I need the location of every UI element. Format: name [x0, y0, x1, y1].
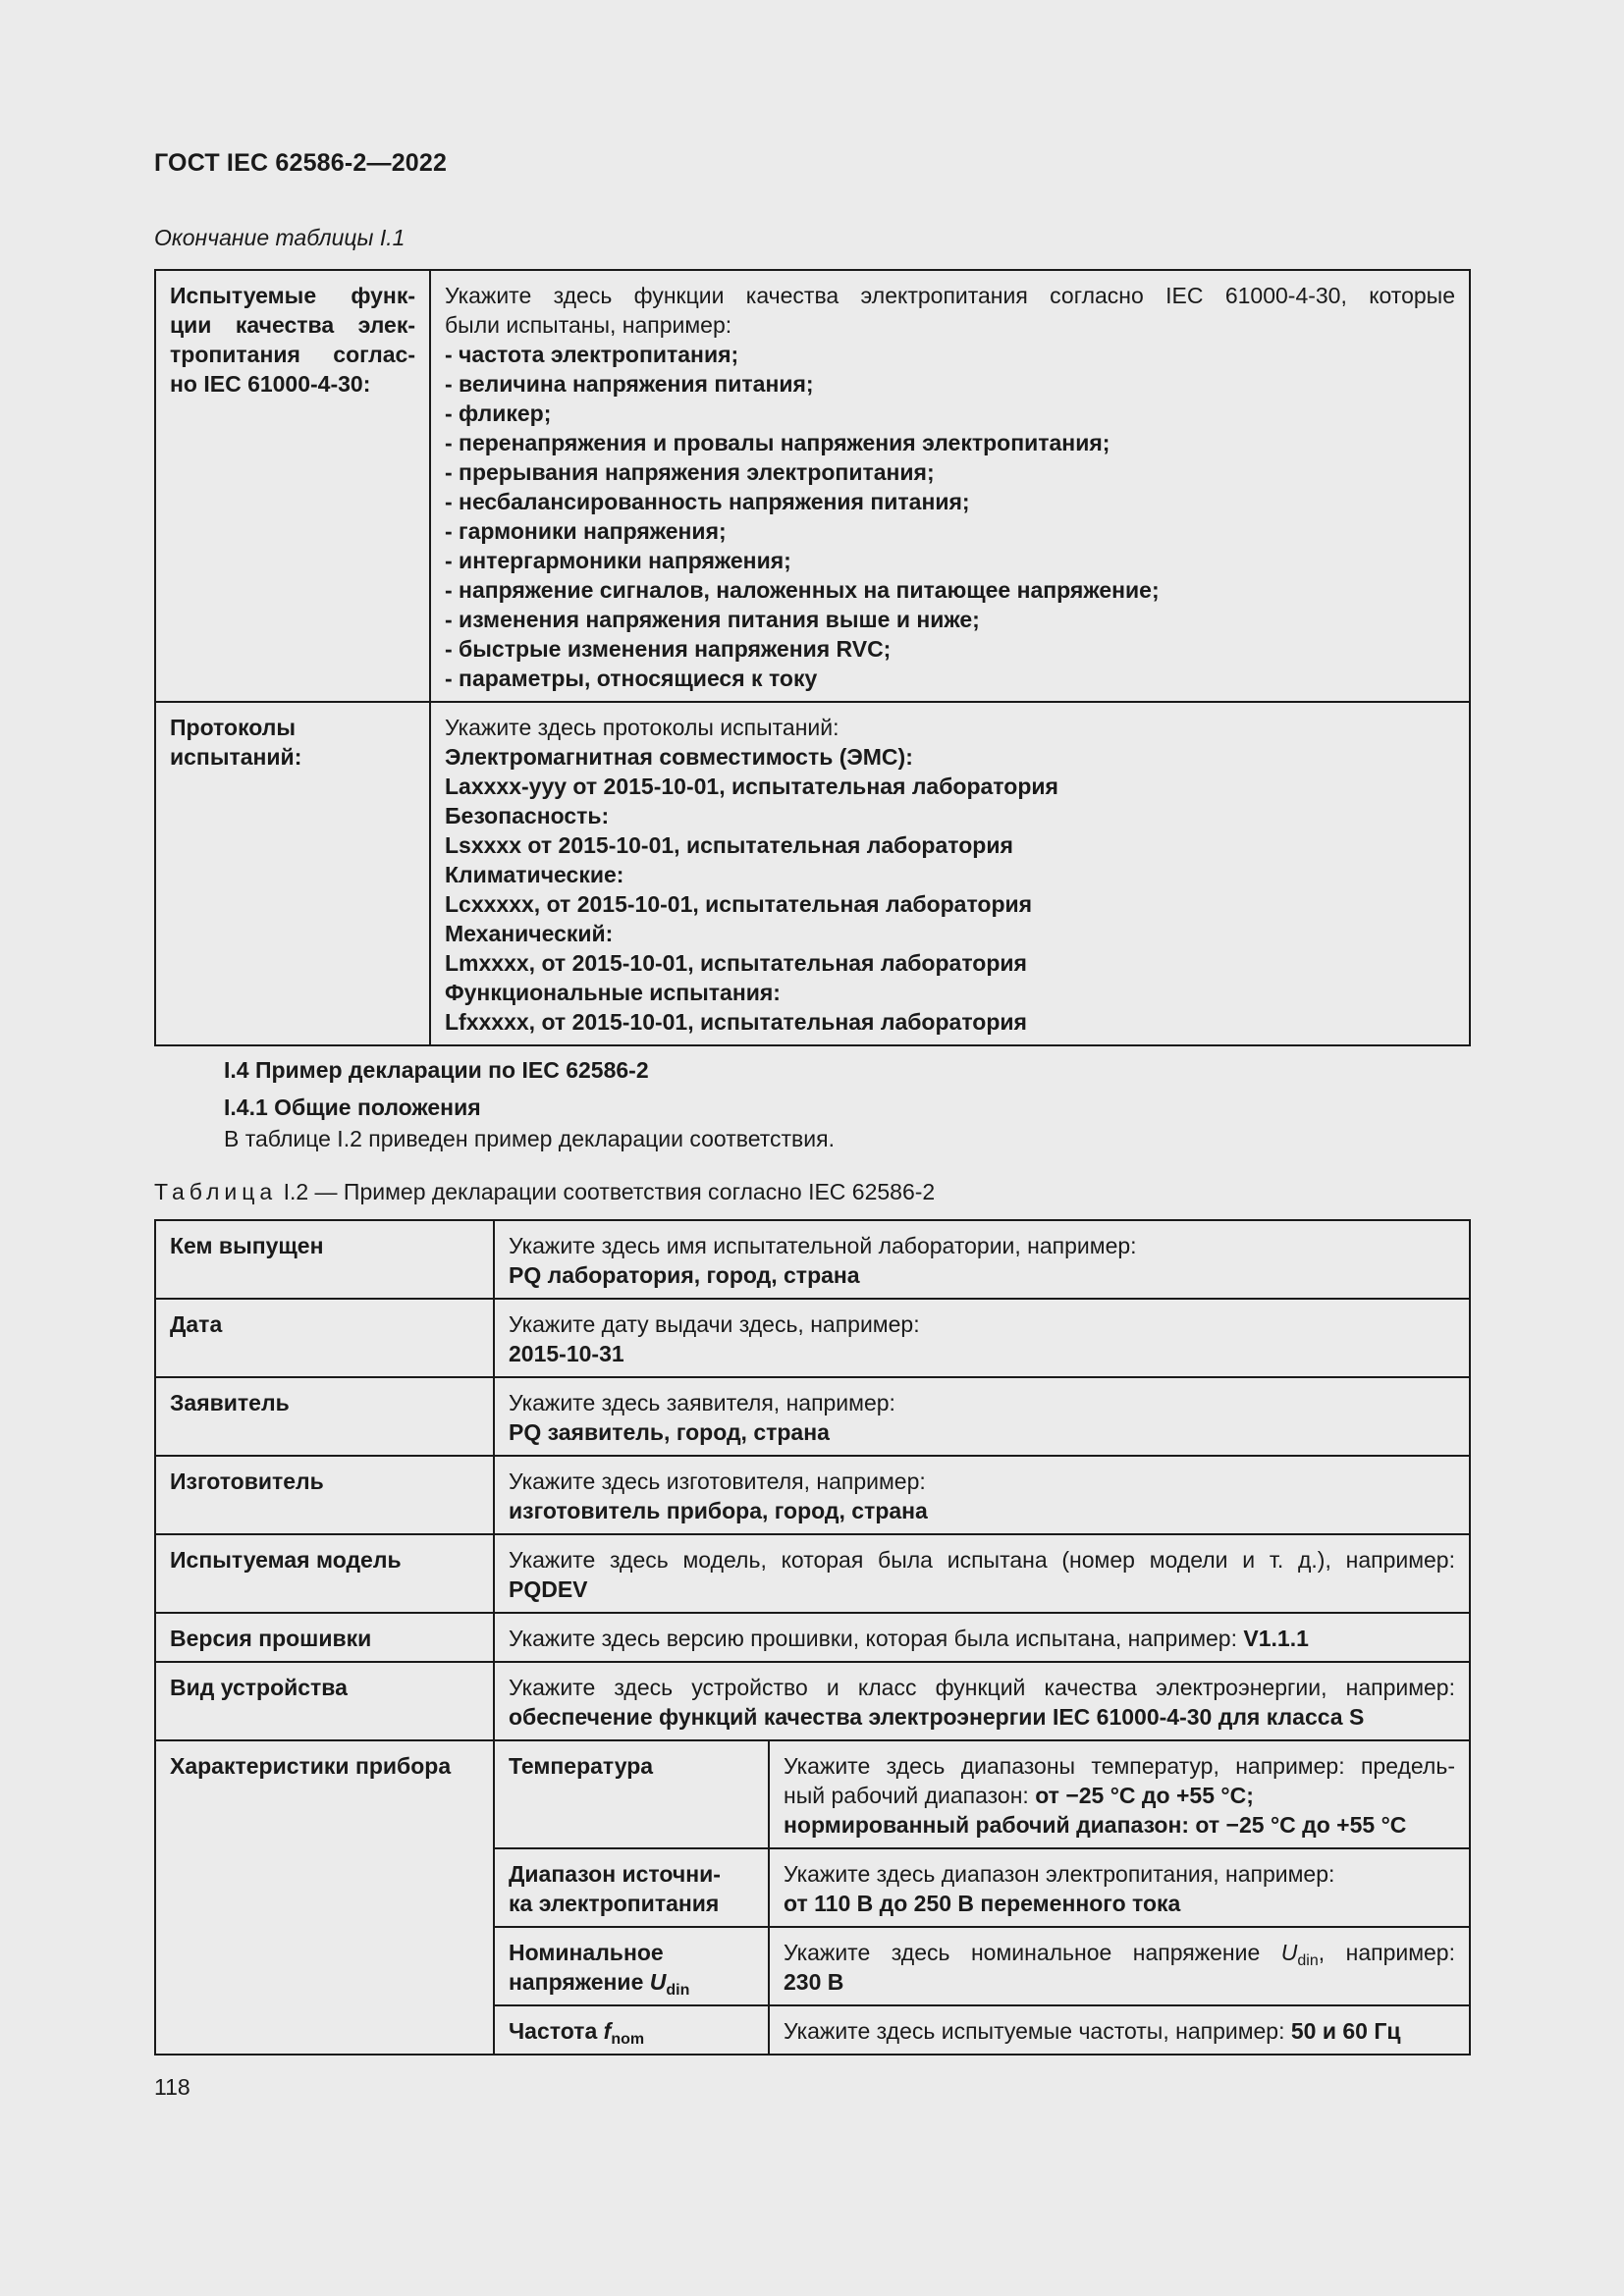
row-value [494, 1662, 1470, 1740]
row-key: Кем выпущен [155, 1220, 494, 1299]
value-line: Укажите здесь версию прошивки, которая была испытана, например: [509, 1626, 1244, 1651]
sub-value [769, 1848, 1470, 1927]
row-value [494, 1220, 1470, 1299]
sub-value [769, 1740, 1470, 1848]
row-value [494, 1534, 1470, 1613]
sub-value [769, 2005, 1470, 2055]
table-row [155, 1377, 1470, 1456]
list-item: Электромагнитная совместимость (ЭМС): [445, 744, 913, 770]
row-key: Изготовитель [155, 1456, 494, 1534]
list-item: - интергармоники напряжения; [445, 548, 791, 573]
symbol: U [649, 1969, 667, 1995]
value-example: нормированный рабочий диапазон: от −25 °C до +55 °C [784, 1812, 1407, 1838]
section-heading: I.4 Пример декларации по IEC 62586-2 [224, 1057, 649, 1083]
value-example: от −25 °C до +55 °C; [1035, 1783, 1254, 1808]
value-line: Укажите здесь заявителя, например: [509, 1390, 895, 1415]
section-text: В таблице I.2 приведен пример декларации соответствия. [224, 1126, 835, 1151]
value-example: изготовитель прибора, город, страна [509, 1498, 928, 1523]
label-line: ции качества элек- [170, 312, 415, 338]
value-example: PQ заявитель, город, страна [509, 1419, 830, 1445]
value-example: V1.1.1 [1243, 1626, 1309, 1651]
table-1-continuation [154, 269, 1471, 1046]
label-line: но IEC 61000-4-30: [170, 371, 371, 397]
label-line: испытаний: [170, 744, 302, 770]
row-value [494, 1377, 1470, 1456]
table-label-cell [155, 270, 430, 702]
symbol: f [603, 2018, 612, 2044]
list-item: - величина напряжения питания; [445, 371, 814, 397]
label-line: Протоколы [170, 715, 297, 740]
list-item: - напряжение сигналов, наложенных на питающее напряжение; [445, 577, 1160, 603]
row-value [494, 1299, 1470, 1377]
value-line: Укажите дату выдачи здесь, например: [509, 1311, 920, 1337]
table-row [155, 1740, 1470, 1848]
table-label-cell [155, 702, 430, 1045]
intro-line: были испытаны, например: [445, 312, 732, 338]
table-row [155, 270, 1470, 702]
table-value-cell [430, 270, 1470, 702]
symbol: U [1280, 1940, 1298, 1965]
symbol-subscript: din [666, 1982, 690, 1999]
label-line: Номинальное [509, 1940, 664, 1965]
sub-key [494, 1848, 769, 1927]
symbol-subscript: nom [611, 2031, 645, 2048]
table-row [155, 1299, 1470, 1377]
list-item: - параметры, относящиеся к току [445, 666, 818, 691]
value-example: 50 и 60 Гц [1290, 2018, 1401, 2044]
label-line: Частота [509, 2018, 604, 2044]
label-line: Диапазон источни- [509, 1861, 721, 1887]
intro-line: Укажите здесь функции качества электропитания согласно IEC 61000-4-30, которые [445, 283, 1455, 308]
list-item: Lfxxxxx, от 2015-10-01, испытательная лаборатория [445, 1009, 1027, 1035]
subsection-heading: I.4.1 Общие положения [224, 1095, 481, 1120]
row-value [494, 1613, 1470, 1662]
value-line: Укажите здесь модель, которая была испытана (номер модели и т. д.), например: [509, 1547, 1455, 1573]
sub-value [769, 1927, 1470, 2005]
label-line: ка электропитания [509, 1891, 720, 1916]
list-item: Lsxxxx от 2015-10-01, испытательная лаборатория [445, 832, 1013, 858]
value-line: Укажите здесь изготовителя, например: [509, 1468, 926, 1494]
symbol-subscript: din [1297, 1952, 1319, 1969]
value-example: 230 В [784, 1969, 844, 1995]
list-item: - несбалансированность напряжения питания; [445, 489, 970, 514]
table1-caption: Окончание таблицы I.1 [154, 225, 406, 250]
label-line: тропитания соглас- [170, 342, 415, 367]
table-row [155, 1534, 1470, 1613]
value-line: Укажите здесь диапазоны температур, например: предель- [784, 1753, 1455, 1779]
value-line: Укажите здесь имя испытательной лаборатории, например: [509, 1233, 1137, 1258]
list-item: - гармоники напряжения; [445, 518, 727, 544]
list-item: Laxxxx-yyy от 2015-10-01, испытательная лаборатория [445, 774, 1058, 799]
value-example: PQDEV [509, 1576, 588, 1602]
list-item: Функциональные испытания: [445, 980, 781, 1005]
row-key: Дата [155, 1299, 494, 1377]
value-example: от 110 В до 250 В переменного тока [784, 1891, 1181, 1916]
value-example: PQ лаборатория, город, страна [509, 1262, 860, 1288]
list-item: Lmxxxx, от 2015-10-01, испытательная лаборатория [445, 950, 1027, 976]
sub-key: Температура [494, 1740, 769, 1848]
value-line: Укажите здесь испытуемые частоты, например: [784, 2018, 1291, 2044]
table-row [155, 1220, 1470, 1299]
list-item: - изменения напряжения питания выше и ниже; [445, 607, 980, 632]
table-row [155, 702, 1470, 1045]
value-line: , например: [1318, 1940, 1455, 1965]
table-row [155, 1456, 1470, 1534]
table-row [155, 1613, 1470, 1662]
value-line: Укажите здесь диапазон электропитания, например: [784, 1861, 1335, 1887]
page-number: 118 [154, 2074, 190, 2100]
intro-line: Укажите здесь протоколы испытаний: [445, 715, 839, 740]
list-item: Климатические: [445, 862, 624, 887]
caption-title: I.2 — Пример декларации соответствия согласно IEC 62586-2 [277, 1179, 936, 1204]
table-row [155, 1662, 1470, 1740]
list-item: - фликер; [445, 400, 552, 426]
list-item: - перенапряжения и провалы напряжения электропитания; [445, 430, 1110, 455]
list-item: - прерывания напряжения электропитания; [445, 459, 935, 485]
sub-key [494, 1927, 769, 2005]
sub-key [494, 2005, 769, 2055]
table-value-cell [430, 702, 1470, 1045]
value-line: Укажите здесь номинальное напряжение [784, 1940, 1281, 1965]
value-example: обеспечение функций качества электроэнергии IEC 61000-4-30 для класса S [509, 1704, 1365, 1730]
label-line: Испытуемые функ- [170, 283, 415, 308]
table-2-declaration [154, 1219, 1471, 2056]
list-item: Lcxxxxx, от 2015-10-01, испытательная лаборатория [445, 891, 1033, 917]
value-example: 2015-10-31 [509, 1341, 624, 1366]
row-value [494, 1456, 1470, 1534]
label-line: напряжение [509, 1969, 650, 1995]
value-line: Укажите здесь устройство и класс функций качества электроэнергии, например: [509, 1675, 1455, 1700]
row-key: Заявитель [155, 1377, 494, 1456]
row-key: Испытуемая модель [155, 1534, 494, 1613]
list-item: - частота электропитания; [445, 342, 739, 367]
table2-caption [154, 1179, 935, 1205]
list-item: Механический: [445, 921, 614, 946]
value-line: ный рабочий диапазон: [784, 1783, 1036, 1808]
row-key: Версия прошивки [155, 1613, 494, 1662]
document-header: ГОСТ IEC 62586-2—2022 [154, 149, 448, 177]
list-item: - быстрые изменения напряжения RVC; [445, 636, 892, 662]
row-key: Вид устройства [155, 1662, 494, 1740]
caption-word: Таблица [154, 1179, 278, 1204]
list-item: Безопасность: [445, 803, 610, 828]
row-key: Характеристики прибора [155, 1740, 494, 2055]
